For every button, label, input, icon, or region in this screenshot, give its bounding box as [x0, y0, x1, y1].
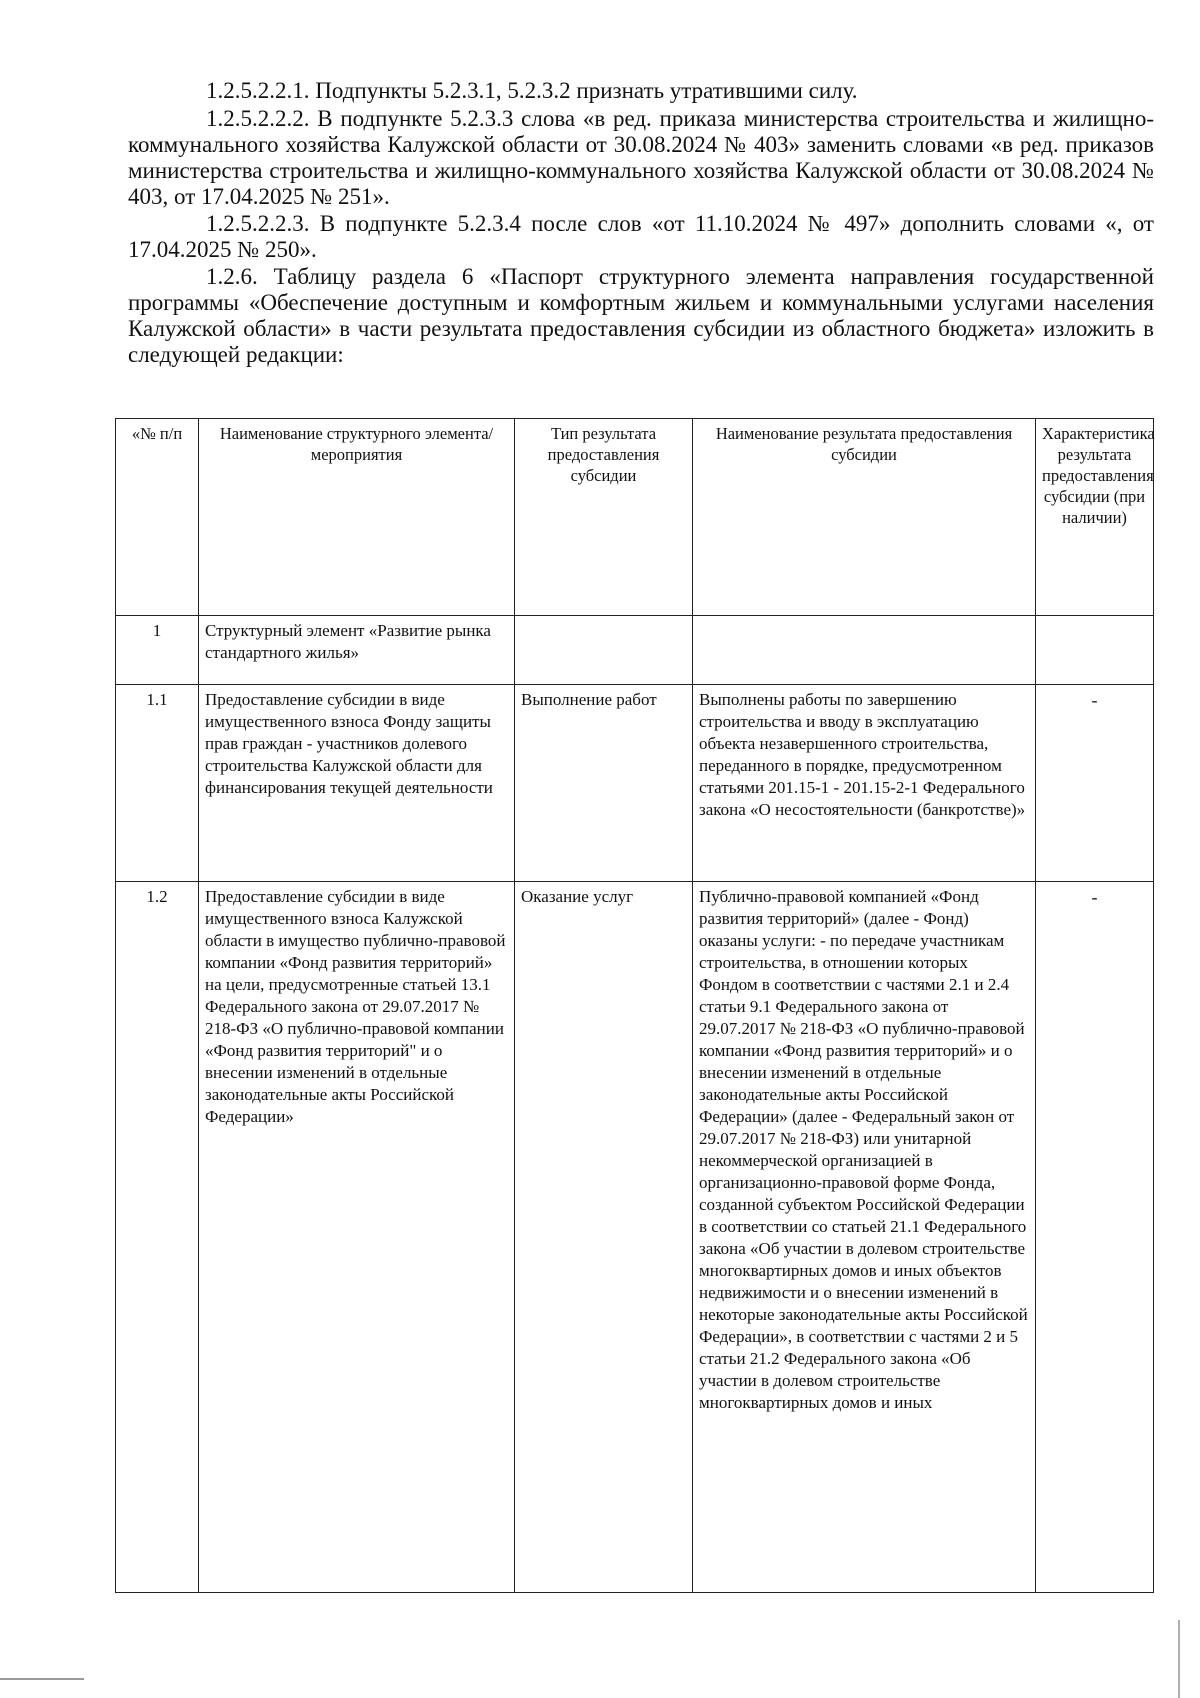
scan-edge-mark	[0, 1678, 84, 1680]
scan-edge-mark	[1178, 1620, 1180, 1698]
table-row	[116, 882, 1154, 1593]
row-result-name	[693, 616, 1036, 685]
header-element-name: Наименование структурного элемента/мероприятия	[199, 419, 515, 616]
paragraph-1-2-5-2-2-2: 1.2.5.2.2.2. В подпункте 5.2.3.3 слова «в ред. приказа министерства строительства и жилищно-коммунального хозяйства Калужской области от 30.08.2024 № 403» заменить словами «в ред. приказов министерства строительства и жилищно-коммунального хозяйства Калужской области от 30.08.2024 № 403, от 17.04.2025 № 251».	[128, 106, 1154, 209]
row-result-feature	[1036, 616, 1154, 685]
paragraph-1-2-5-2-2-3: 1.2.5.2.2.3. В подпункте 5.2.3.4 после слов «от 11.10.2024 № 497» дополнить словами «, от 17.04.2025 № 250».	[128, 211, 1154, 262]
header-result-name: Наименование результата предоставления субсидии	[693, 419, 1036, 616]
paragraph-1-2-6: 1.2.6. Таблицу раздела 6 «Паспорт структурного элемента направления государственной программы «Обеспечение доступным и комфортным жильем и коммунальными услугами населения Калужской области» в части результата предоставления субсидии из областного бюджета» изложить в следующей редакции:	[128, 264, 1154, 367]
table-header-row	[116, 419, 1154, 616]
row-result-type: Выполнение работ	[515, 685, 693, 882]
header-result-type: Тип результата предоставления субсидии	[515, 419, 693, 616]
result-table-wrapper	[115, 418, 1153, 1593]
row-result-feature: -	[1036, 882, 1154, 1593]
row-number: 1.1	[116, 685, 199, 882]
row-result-type: Оказание услуг	[515, 882, 693, 1593]
header-result-feature: Характеристика результата предоставления субсидии (при наличии)	[1036, 419, 1154, 616]
row-element-name: Предоставление субсидии в виде имущественного взноса Калужской области в имущество публично-правовой компании «Фонд развития территорий» на цели, предусмотренные статьей 13.1 Федерального закона от 29.07.2017 № 218-ФЗ «О публично-правовой компании «Фонд развития территорий" и о внесении изменений в отдельные законодательные акты Российской Федерации»	[199, 882, 515, 1593]
result-table	[115, 418, 1154, 1593]
row-result-name: Выполнены работы по завершению строительства и вводу в эксплуатацию объекта незавершенного строительства, переданного в порядке, предусмотренном статьями 201.15-1 - 201.15-2-1 Федерального закона «О несостоятельности (банкротстве)»	[693, 685, 1036, 882]
row-element-name: Предоставление субсидии в виде имущественного взноса Фонду защиты прав граждан - участников долевого строительства Калужской области для финансирования текущей деятельности	[199, 685, 515, 882]
row-number: 1	[116, 616, 199, 685]
row-number: 1.2	[116, 882, 199, 1593]
row-result-type	[515, 616, 693, 685]
paragraph-1-2-5-2-2-1: 1.2.5.2.2.1. Подпункты 5.2.3.1, 5.2.3.2 признать утратившими силу.	[206, 78, 858, 103]
row-result-feature: -	[1036, 685, 1154, 882]
table-row	[116, 616, 1154, 685]
table-row	[116, 685, 1154, 882]
row-element-name: Структурный элемент «Развитие рынка стандартного жилья»	[199, 616, 515, 685]
header-number: «№ п/п	[116, 419, 199, 616]
row-result-name: Публично-правовой компанией «Фонд развития территорий» (далее - Фонд) оказаны услуги: - по передаче участникам строительства, в отношении которых Фондом в соответствии с частями 2.1 и 2.4 статьи 9.1 Федерального закона от 29.07.2017 № 218-ФЗ «О публично-правовой компании «Фонд развития территорий» и о внесении изменений в отдельные законодательные акты Российской Федерации» (далее - Федеральный закон от 29.07.2017 № 218-ФЗ) или унитарной некоммерческой организацией в организационно-правовой форме Фонда, созданной субъектом Российской Федерации в соответствии со статьей 21.1 Федерального закона «Об участии в долевом строительстве многоквартирных домов и иных объектов недвижимости и о внесении изменений в некоторые законодательные акты Российской Федерации», в соответствии с частями 2 и 5 статьи 21.2 Федерального закона «Об участии в долевом строительстве многоквартирных домов и иных	[693, 882, 1036, 1593]
